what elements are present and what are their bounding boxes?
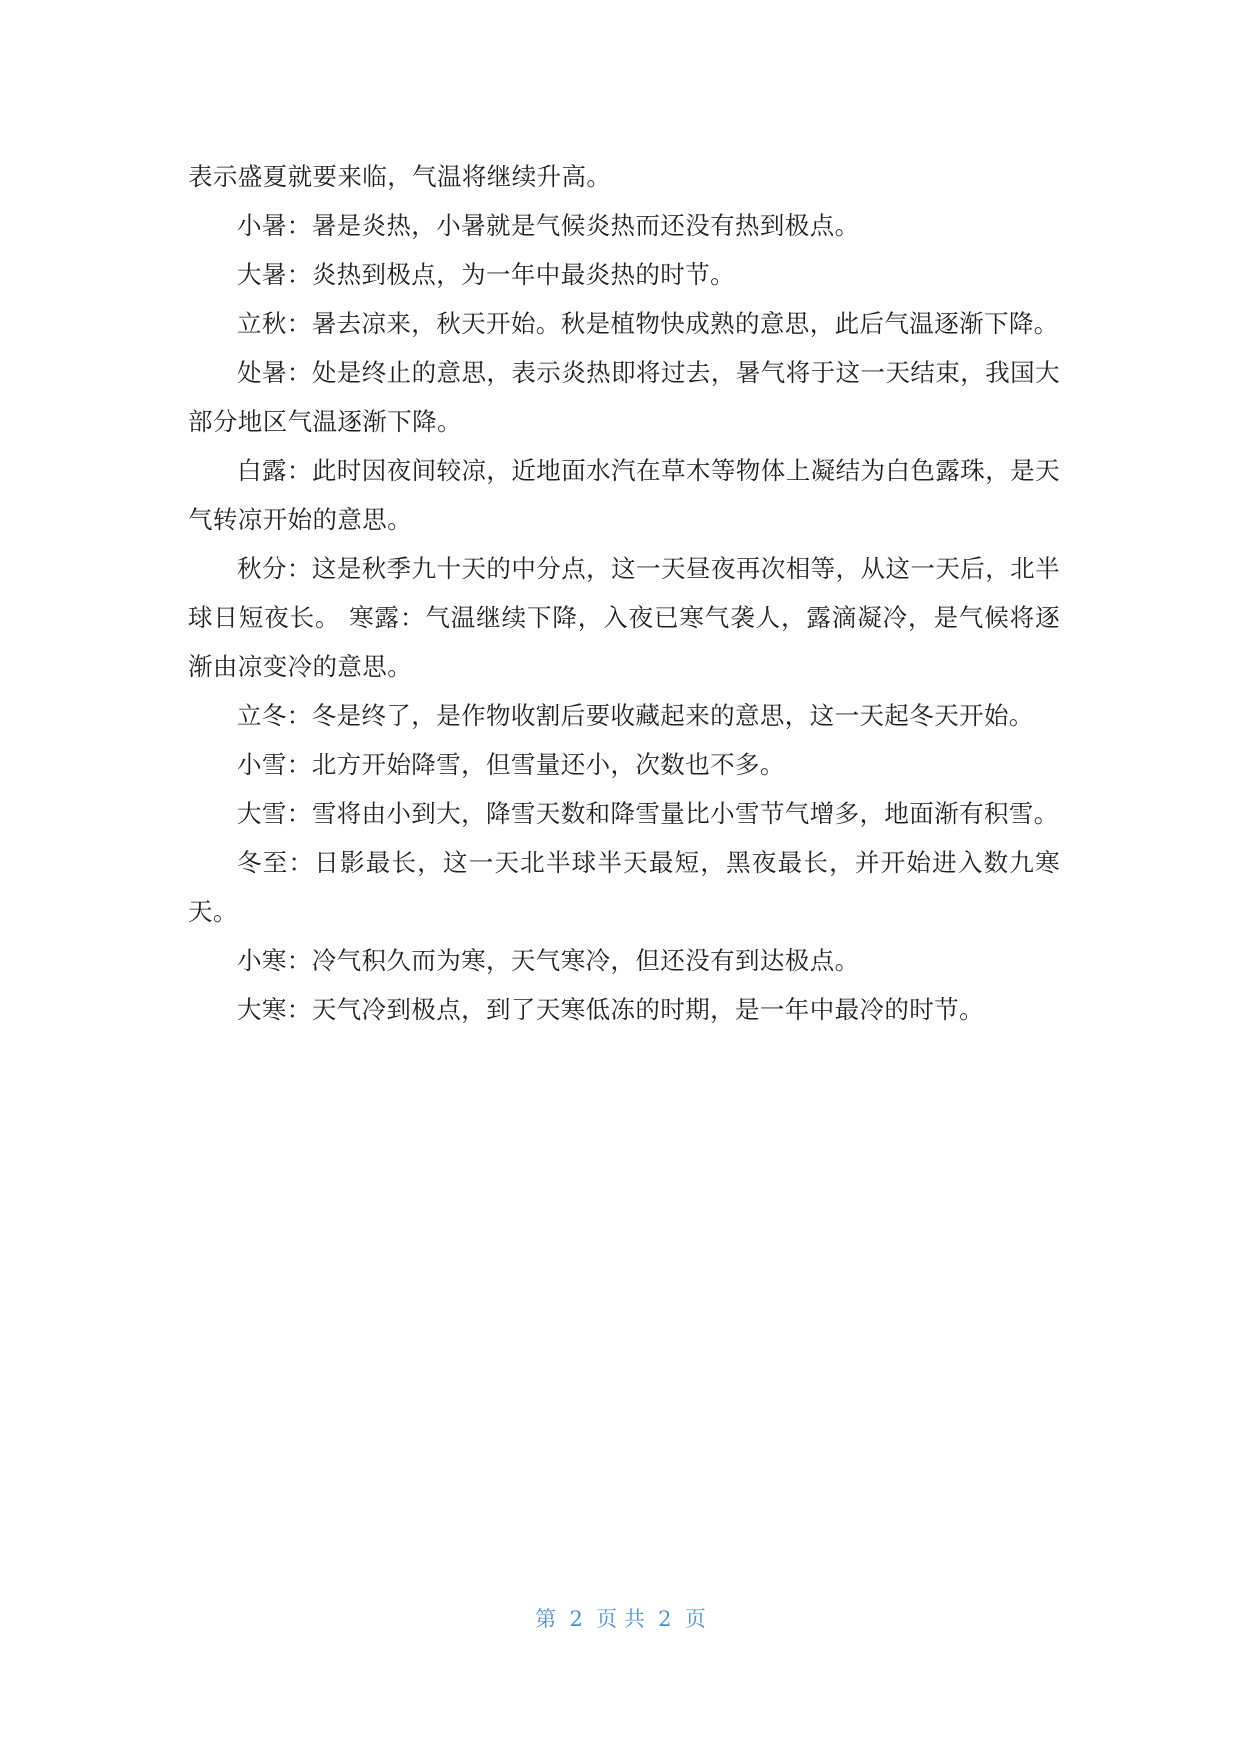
paragraph: 白露：此时因夜间较凉，近地面水汽在草木等物体上凝结为白色露珠，是天气转凉开始的意思。: [188, 456, 1060, 534]
paragraph: 小暑：暑是炎热，小暑就是气候炎热而还没有热到极点。: [237, 211, 860, 240]
paragraph: 大寒：天气冷到极点，到了天寒低冻的时期，是一年中最冷的时节。: [237, 995, 984, 1024]
paragraph: 处暑：处是终止的意思，表示炎热即将过去，暑气将于这一天结束，我国大部分地区气温逐渐下降。: [188, 358, 1060, 436]
paragraph: 大雪：雪将由小到大，降雪天数和降雪量比小雪节气增多，地面渐有积雪。: [237, 799, 1059, 828]
paragraph: 小寒：冷气积久而为寒，天气寒冷，但还没有到达极点。: [237, 946, 860, 975]
paragraph: 表示盛夏就要来临，气温将继续升高。: [188, 162, 612, 191]
paragraph: 冬至：日影最长，这一天北半球半天最短，黑夜最长，并开始进入数九寒天。: [188, 848, 1060, 926]
paragraph: 立秋：暑去凉来，秋天开始。秋是植物快成熟的意思，此后气温逐渐下降。: [237, 309, 1059, 338]
paragraph: 大暑：炎热到极点，为一年中最炎热的时节。: [237, 260, 735, 289]
paragraph: 秋分：这是秋季九十天的中分点，这一天昼夜再次相等，从这一天后，北半球日短夜长。 寒露：气温继续下降，入夜已寒气袭人，露滴凝冷，是气候将逐渐由凉变冷的意思。: [188, 554, 1060, 681]
page-number-footer: 第 2 页 共 2 页: [535, 1607, 706, 1631]
paragraph: 立冬：冬是终了，是作物收割后要收藏起来的意思，这一天起冬天开始。: [237, 701, 1034, 730]
paragraph: 小雪：北方开始降雪，但雪量还小，次数也不多。: [237, 750, 785, 779]
body-text: [188, 152, 1060, 1034]
